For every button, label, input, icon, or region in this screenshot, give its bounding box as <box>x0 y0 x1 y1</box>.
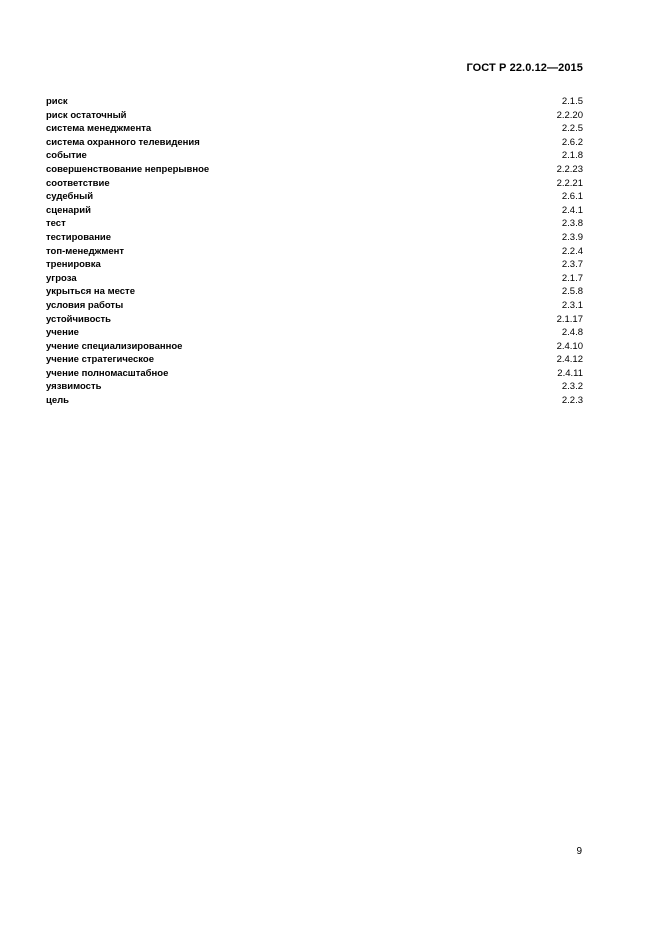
index-entry <box>46 177 583 191</box>
index-ref: 2.2.21 <box>556 177 583 189</box>
index-term: учение <box>46 327 79 339</box>
index-entry <box>46 95 583 109</box>
index-entry <box>46 394 583 408</box>
index-term: система охранного телевидения <box>46 136 200 148</box>
index-term: топ-менеджмент <box>46 245 125 257</box>
index-entry <box>46 217 583 231</box>
index-ref: 2.1.7 <box>561 272 583 284</box>
index-entry <box>46 231 583 245</box>
index-ref: 2.1.17 <box>556 313 583 325</box>
index-entry <box>46 313 583 327</box>
index-ref: 2.3.7 <box>561 259 583 271</box>
index-ref: 2.2.5 <box>561 123 583 135</box>
index-ref: 2.1.5 <box>561 96 583 107</box>
index-entry <box>46 136 583 150</box>
index-term: тест <box>46 218 66 230</box>
index-term: учение специализированное <box>46 340 183 352</box>
index-ref: 2.2.4 <box>561 245 583 257</box>
index-entry <box>46 272 583 286</box>
index-ref: 2.4.10 <box>556 340 583 352</box>
index-term: цель <box>46 395 69 407</box>
index-term: тестирование <box>46 231 112 243</box>
index-entry <box>46 258 583 272</box>
index-entry <box>46 163 583 177</box>
index-term: учение стратегическое <box>46 354 155 366</box>
index-entry <box>46 149 583 163</box>
index-term: тренировка <box>46 259 101 271</box>
index-term: событие <box>46 150 87 162</box>
index-term: условия работы <box>46 299 124 311</box>
index-term: учение полномасштабное <box>46 367 169 379</box>
index-ref: 2.6.2 <box>561 136 583 148</box>
index-ref: 2.2.3 <box>561 395 583 407</box>
index-term: судебный <box>46 191 94 203</box>
index-entry <box>46 380 583 394</box>
index-ref: 2.3.2 <box>561 381 583 393</box>
index-entry <box>46 340 583 354</box>
index-term: укрыться на месте <box>46 286 135 298</box>
index-entry <box>46 245 583 259</box>
index-ref: 2.4.11 <box>557 367 583 379</box>
term-index-list <box>46 95 583 408</box>
index-term: риск <box>46 96 68 107</box>
index-term: угроза <box>46 272 77 284</box>
index-term: риск остаточный <box>46 109 127 121</box>
index-ref: 2.3.8 <box>561 218 583 230</box>
index-term: система менеджмента <box>46 123 152 135</box>
index-entry <box>46 367 583 381</box>
index-ref: 2.6.1 <box>561 191 583 203</box>
index-entry <box>46 299 583 313</box>
index-term: уязвимость <box>46 381 102 393</box>
index-term: совершенствование непрерывное <box>46 163 210 175</box>
index-entry <box>46 353 583 367</box>
index-ref: 2.4.12 <box>556 354 583 366</box>
index-ref: 2.4.1 <box>561 204 583 216</box>
index-entry <box>46 285 583 299</box>
index-entry <box>46 122 583 136</box>
page-number: 9 <box>576 846 582 857</box>
index-entry <box>46 190 583 204</box>
document-header: ГОСТ Р 22.0.12—2015 <box>466 62 583 74</box>
index-term: сценарий <box>46 204 91 216</box>
index-ref: 2.2.20 <box>556 109 583 121</box>
index-ref: 2.3.1 <box>561 299 583 311</box>
index-ref: 2.2.23 <box>556 163 583 175</box>
index-ref: 2.5.8 <box>561 286 583 298</box>
index-term: устойчивость <box>46 313 112 325</box>
index-entry <box>46 204 583 218</box>
index-ref: 2.3.9 <box>561 231 583 243</box>
index-entry <box>46 109 583 123</box>
index-ref: 2.1.8 <box>561 150 583 162</box>
index-entry <box>46 326 583 340</box>
index-term: соответствие <box>46 177 110 189</box>
index-ref: 2.4.8 <box>561 327 583 339</box>
